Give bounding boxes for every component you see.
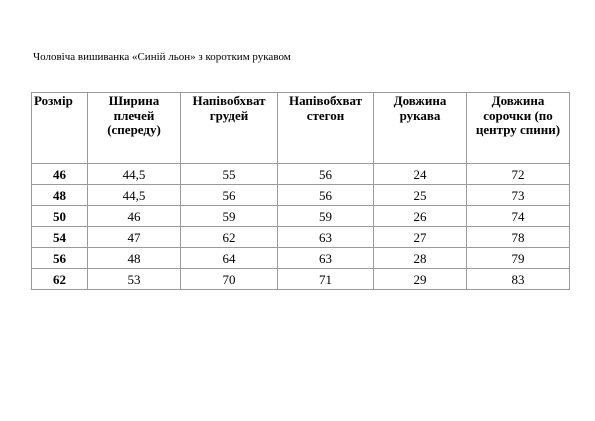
table-cell: 73 (467, 185, 570, 206)
table-cell: 47 (88, 227, 181, 248)
table-cell: 56 (181, 185, 278, 206)
table-cell: 56 (278, 164, 374, 185)
header-sleeve-length: Довжина рукава (374, 93, 467, 164)
table-cell: 70 (181, 269, 278, 290)
table-cell: 25 (374, 185, 467, 206)
table-cell: 44,5 (88, 164, 181, 185)
header-half-chest: Напівобхват грудей (181, 93, 278, 164)
size-cell: 48 (32, 185, 88, 206)
table-cell: 63 (278, 248, 374, 269)
size-cell: 46 (32, 164, 88, 185)
table-cell: 74 (467, 206, 570, 227)
table-header-row (32, 93, 570, 164)
header-size: Розмір (32, 93, 88, 164)
table-row (32, 269, 570, 290)
header-shoulder-width: Ширина плечей (спереду) (88, 93, 181, 164)
table-row (32, 248, 570, 269)
table-cell: 24 (374, 164, 467, 185)
table-row (32, 227, 570, 248)
table-cell: 53 (88, 269, 181, 290)
table-cell: 59 (181, 206, 278, 227)
table-row (32, 206, 570, 227)
table-cell: 83 (467, 269, 570, 290)
table-row (32, 164, 570, 185)
size-cell: 62 (32, 269, 88, 290)
size-cell: 54 (32, 227, 88, 248)
table-cell: 64 (181, 248, 278, 269)
size-chart-table (31, 92, 570, 290)
header-shirt-length: Довжина сорочки (по центру спини) (467, 93, 570, 164)
table-row (32, 185, 570, 206)
table-cell: 62 (181, 227, 278, 248)
table-cell: 79 (467, 248, 570, 269)
table-cell: 56 (278, 185, 374, 206)
table-cell: 26 (374, 206, 467, 227)
document-title: Чоловіча вишиванка «Синій льон» з коротким рукавом (33, 51, 291, 63)
header-half-hips: Напівобхват стегон (278, 93, 374, 164)
table-cell: 46 (88, 206, 181, 227)
table-cell: 28 (374, 248, 467, 269)
table-cell: 78 (467, 227, 570, 248)
table-cell: 71 (278, 269, 374, 290)
table-cell: 59 (278, 206, 374, 227)
table-cell: 44,5 (88, 185, 181, 206)
table-cell: 63 (278, 227, 374, 248)
size-cell: 56 (32, 248, 88, 269)
table-cell: 55 (181, 164, 278, 185)
table-cell: 29 (374, 269, 467, 290)
size-cell: 50 (32, 206, 88, 227)
table-cell: 48 (88, 248, 181, 269)
table-cell: 27 (374, 227, 467, 248)
table-cell: 72 (467, 164, 570, 185)
